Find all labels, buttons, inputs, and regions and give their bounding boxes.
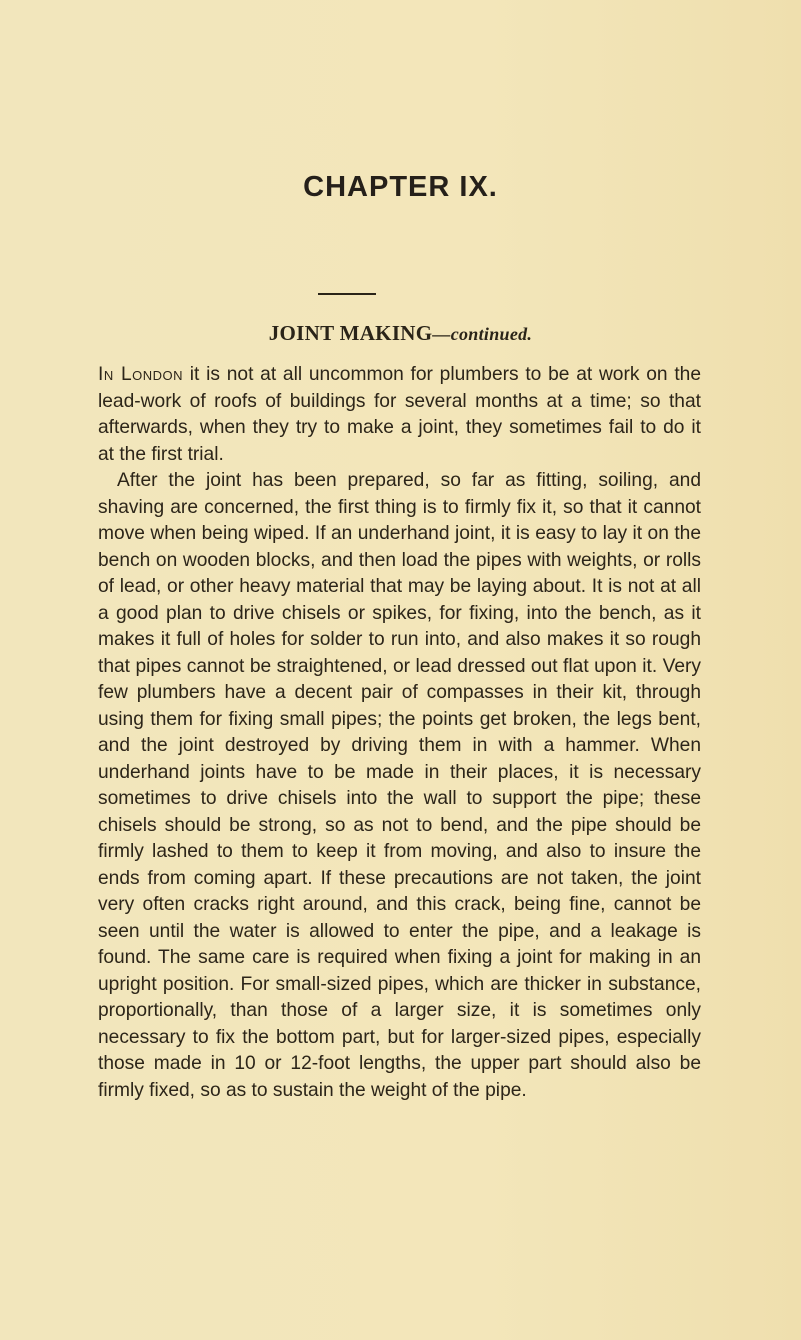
body-text: [98, 362, 701, 1104]
paragraph-1: [98, 362, 701, 468]
chapter-title: CHAPTER IX.: [303, 171, 498, 203]
section-continued-note: —continued.: [432, 324, 533, 344]
title-divider: [318, 293, 376, 295]
paragraph-1-lead: In London: [98, 364, 184, 385]
section-heading-text: JOINT MAKING: [268, 321, 433, 345]
paragraph-2: After the joint has been prepared, so far as fitting, soiling, and shaving are concerned, the first thing is to firmly fix it, so that it cannot move when being wiped. If an underhand joint, it is easy to lay it on the bench on wooden blocks, and then load the pipes with weights, or rolls of lead, or other heavy material that may be laying about. It is not at all a good plan to drive chisels or spikes, for fixing, into the bench, as it makes it full of holes for solder to run into, and also makes it so rough that pipes cannot be straightened, or lead dressed out flat upon it. Very few plumbers have a decent pair of compasses in their kit, through using them for fixing small pipes; the points get broken, the legs bent, and the joint destroyed by driving them in with a hammer. When underhand joints have to be made in their places, it is necessary sometimes to drive chisels into the wall to support the pipe; these chisels should be strong, so as not to bend, and the pipe should be firmly lashed to them to keep it from moving, and also to insure the ends from coming apart. If these precautions are not taken, the joint very often cracks right around, and this crack, being fine, cannot be seen until the water is allowed to enter the pipe, and a leakage is found. The same care is required when fixing a joint for making in an upright position. For small-sized pipes, which are thicker in substance, proportionally, than those of a larger size, it is sometimes only necessary to fix the bottom part, but for larger-sized pipes, especially those made in 10 or 12-foot lengths, the upper part should also be firmly fixed, so as to sustain the weight of the pipe.: [98, 470, 701, 1101]
paragraph-1-rest: it is not at all uncommon for plumbers to be at work on the lead-work of roofs of buildings for several months at a time; so that afterwards, when they try to make a joint, they sometimes fail to do it at the first trial.: [98, 364, 701, 465]
section-heading: [0, 321, 801, 346]
